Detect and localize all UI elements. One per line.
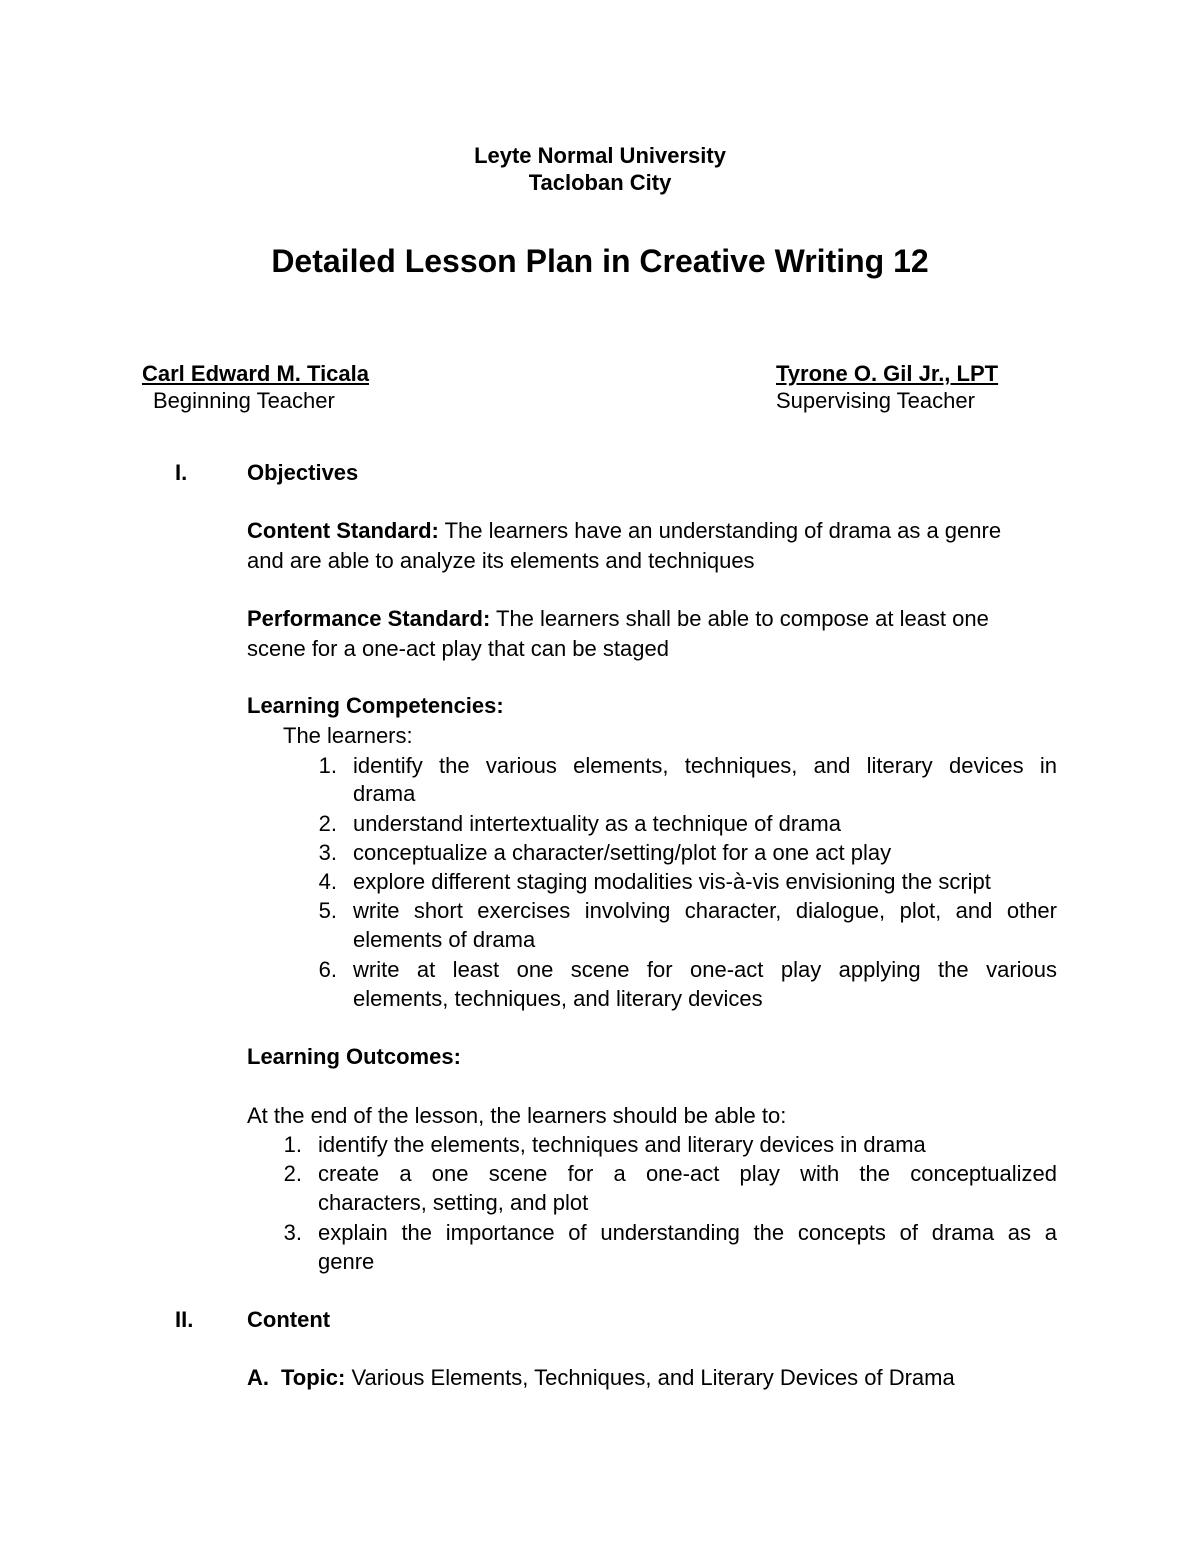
section-numeral-content: II. xyxy=(175,1307,194,1332)
list-item-number: 4. xyxy=(318,869,337,894)
performance-standard-line2: scene for a one-act play that can be staged xyxy=(247,636,669,661)
list-item-number: 6. xyxy=(318,957,337,982)
topic-letter: A. xyxy=(247,1365,269,1390)
list-item-number: 2. xyxy=(283,1161,302,1186)
topic-value: Various Elements, Techniques, and Literary Devices of Drama xyxy=(345,1365,955,1390)
list-item: explain the importance of understanding the concepts of drama as a xyxy=(318,1220,1057,1245)
performance-standard-line1 xyxy=(247,606,989,632)
supervising-teacher-name: Tyrone O. Gil Jr., LPT xyxy=(776,361,999,386)
outcomes-intro: At the end of the lesson, the learners should be able to: xyxy=(247,1103,787,1128)
list-item-continued: elements, techniques, and literary devices xyxy=(353,986,763,1011)
topic-line xyxy=(247,1365,955,1391)
list-item: understand intertextuality as a technique of drama xyxy=(353,811,841,836)
university-name: Leyte Normal University xyxy=(474,143,726,168)
page-title: Detailed Lesson Plan in Creative Writing 12 xyxy=(271,243,929,279)
content-standard-label: Content Standard: xyxy=(247,518,439,543)
content-standard-line2: and are able to analyze its elements and techniques xyxy=(247,548,755,573)
list-item: write short exercises involving character, dialogue, plot, and other xyxy=(353,898,1057,923)
section-numeral-objectives: I. xyxy=(175,460,188,485)
list-item-number: 2. xyxy=(318,811,337,836)
list-item-number: 3. xyxy=(318,840,337,865)
content-standard-line1 xyxy=(247,518,1001,544)
list-item-number: 3. xyxy=(283,1220,302,1245)
content-standard-text: The learners have an understanding of drama as a genre xyxy=(438,518,1002,543)
beginning-teacher-name: Carl Edward M. Ticala xyxy=(142,361,370,386)
section-heading-content: Content xyxy=(247,1307,331,1332)
list-item: conceptualize a character/setting/plot for a one act play xyxy=(353,840,892,865)
competencies-intro: The learners: xyxy=(283,723,413,748)
list-item-number: 1. xyxy=(283,1132,302,1157)
beginning-teacher-role: Beginning Teacher xyxy=(153,388,335,413)
section-heading-objectives: Objectives xyxy=(247,460,359,485)
outcomes-heading: Learning Outcomes: xyxy=(247,1044,461,1069)
list-item: identify the various elements, techniques, and literary devices in xyxy=(353,753,1057,778)
university-city: Tacloban City xyxy=(528,170,672,195)
list-item: write at least one scene for one-act play applying the various xyxy=(353,957,1057,982)
list-item: create a one scene for a one-act play with the conceptualized xyxy=(318,1161,1057,1186)
supervising-teacher-role: Supervising Teacher xyxy=(776,388,975,413)
list-item-continued: genre xyxy=(318,1249,375,1274)
list-item: identify the elements, techniques and literary devices in drama xyxy=(318,1132,926,1157)
list-item-continued: drama xyxy=(353,781,416,806)
list-item-number: 5. xyxy=(318,898,337,923)
list-item-continued: elements of drama xyxy=(353,927,536,952)
performance-standard-label: Performance Standard: xyxy=(247,606,491,631)
performance-standard-text: The learners shall be able to compose at least one xyxy=(490,606,989,631)
list-item: explore different staging modalities vis-à-vis envisioning the script xyxy=(353,869,991,894)
list-item-continued: characters, setting, and plot xyxy=(318,1190,589,1215)
topic-label: Topic: xyxy=(281,1365,346,1390)
list-item-number: 1. xyxy=(318,753,337,778)
competencies-heading: Learning Competencies: xyxy=(247,693,504,718)
